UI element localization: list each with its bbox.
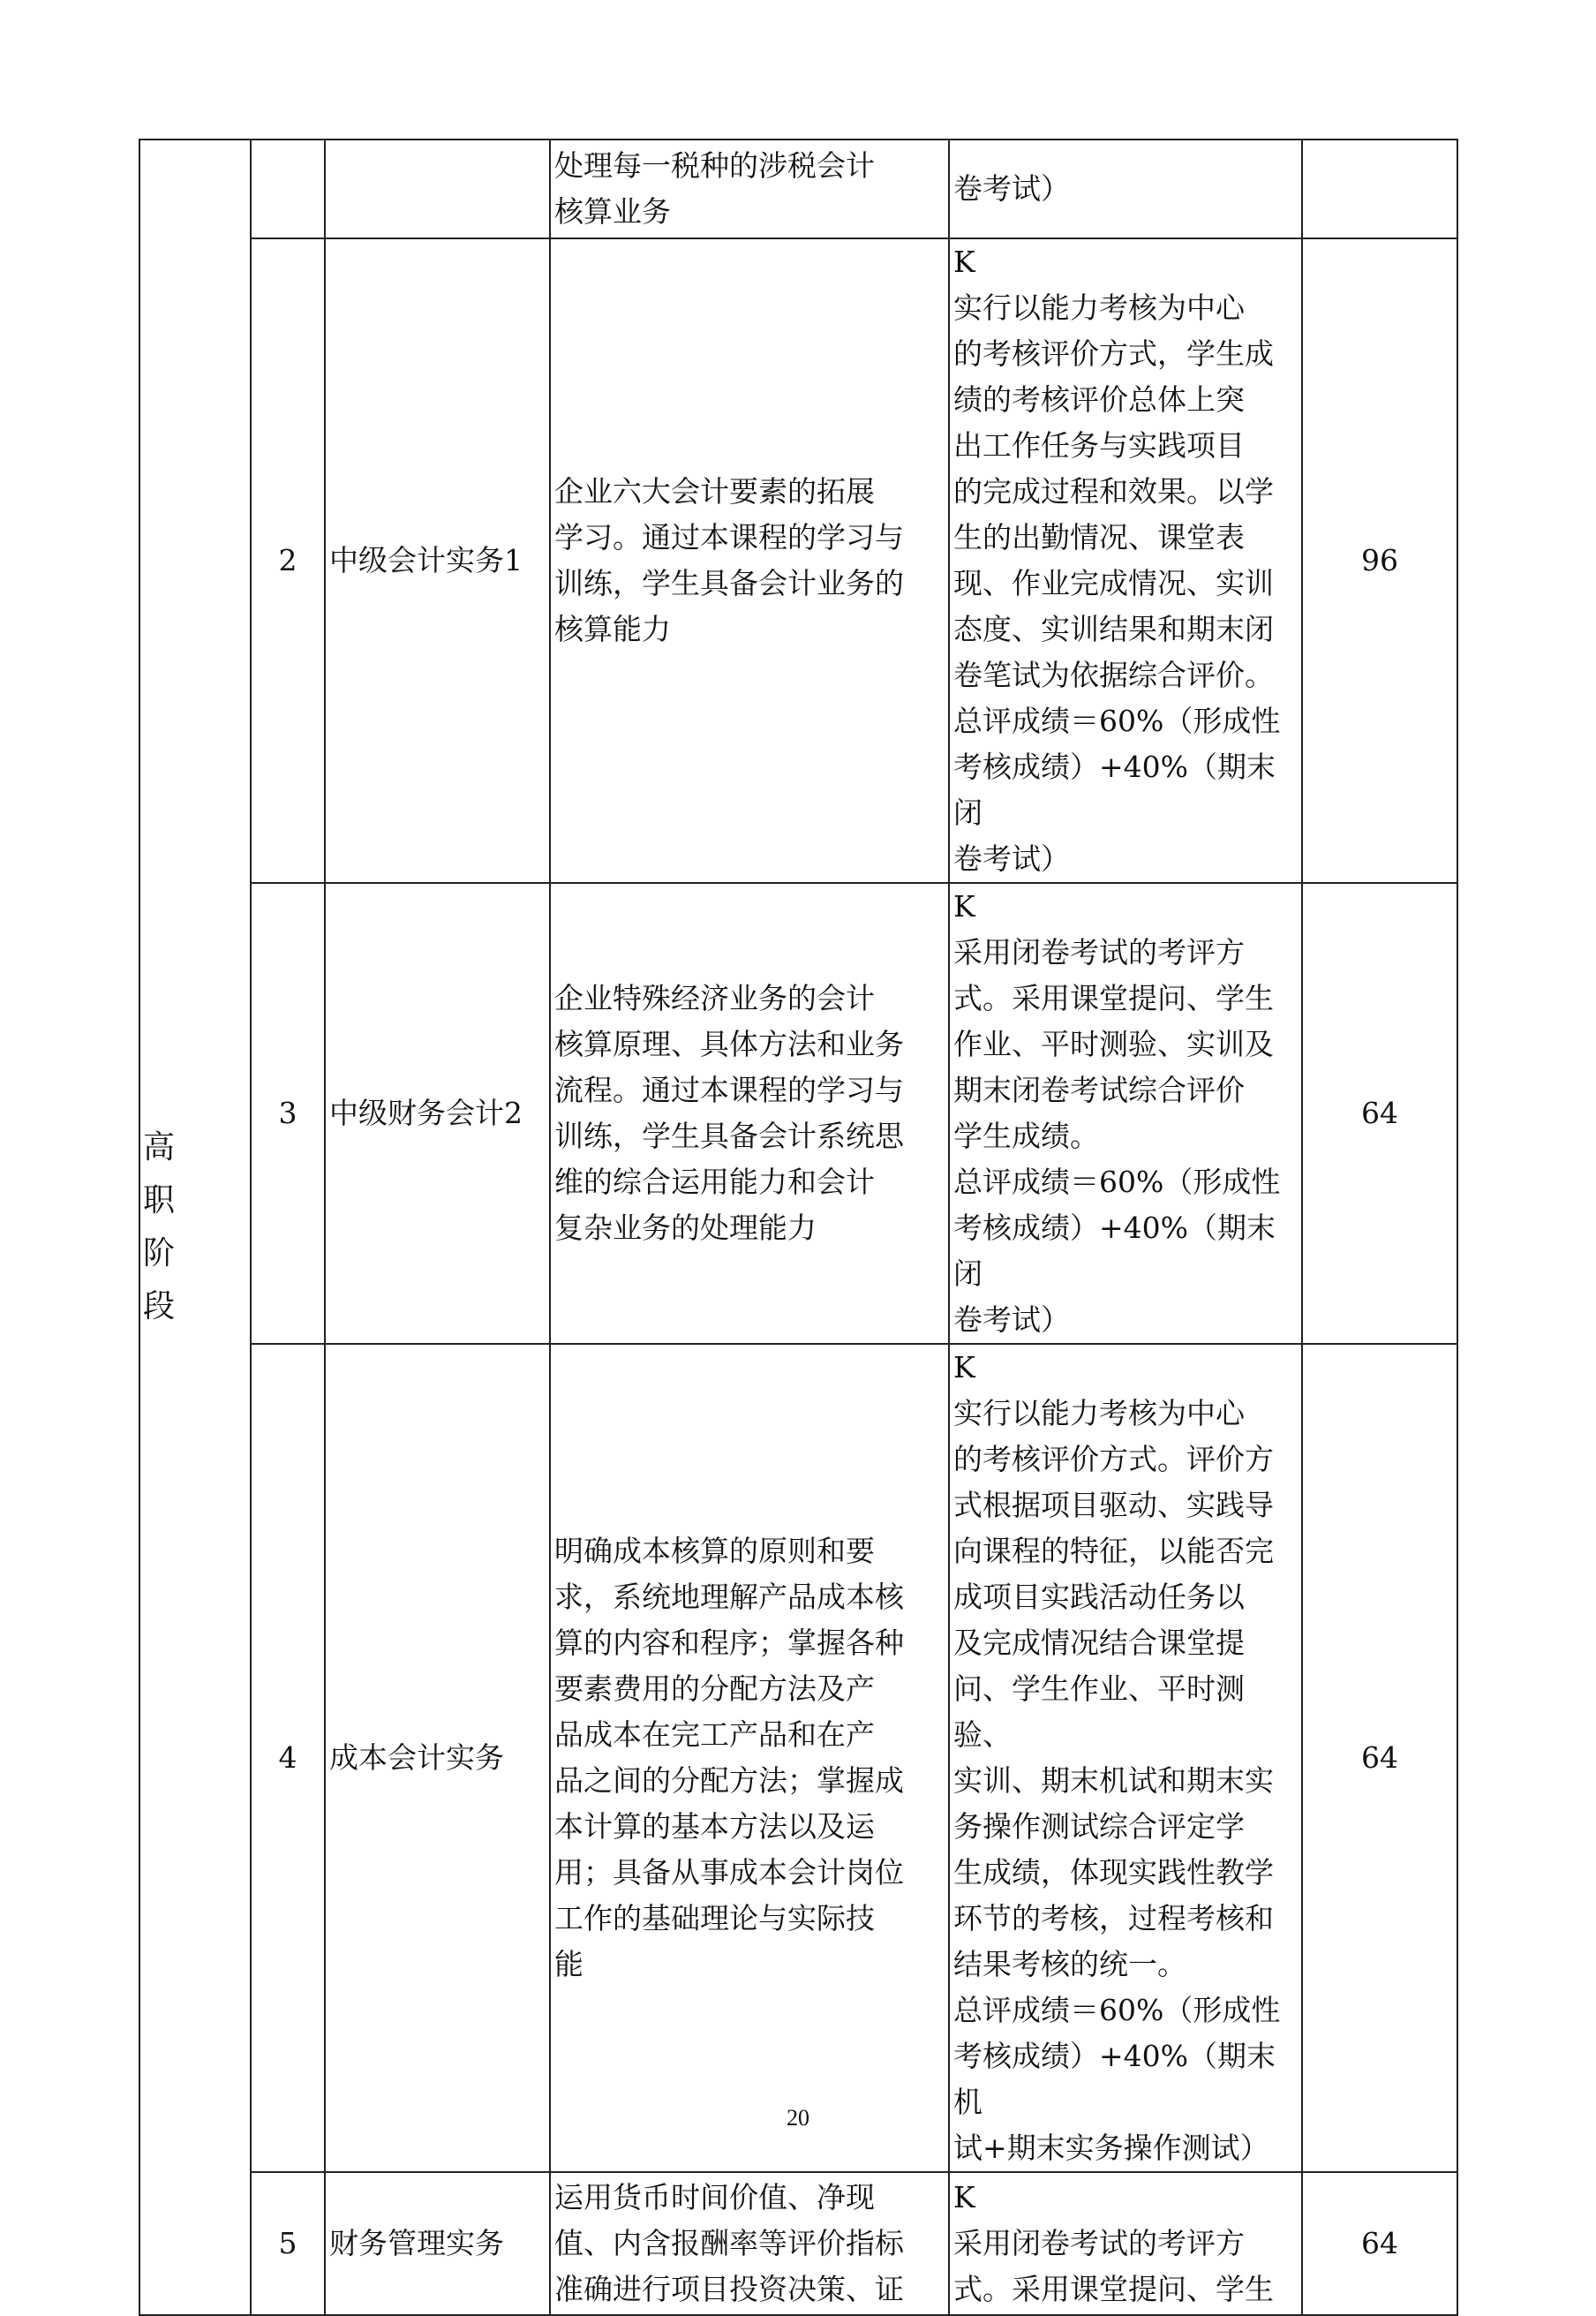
table-row <box>139 140 1457 238</box>
course-assessment-text: K 实行以能力考核为中心 的考核评价方式。评价方 式根据项目驱动、实践导 向课程的特征，以能否完 成项目实践活动任务以 及完成情况结合课堂提 问、学生作业、平时测验、 实训、期末机试和期末实 务操作测试综合评定学 生成绩，体现实践性教学 环节的考核，过程考核和 结果考核的统一。 总评成绩＝60%（形成性 考核成绩）+40%（期末机 试+期末实务操作测试） <box>953 1350 1281 2165</box>
course-content-text: 处理每一税种的涉税会计 核算业务 <box>554 148 875 229</box>
course-hours <box>1302 140 1457 238</box>
course-name: 财务管理实务 <box>325 2172 550 2315</box>
course-hours: 64 <box>1302 883 1457 1344</box>
course-assessment <box>949 2172 1302 2315</box>
course-assessment-text: 卷考试） <box>953 171 1070 206</box>
course-assessment <box>949 1344 1302 2172</box>
course-assessment-text: K 实行以能力考核为中心 的考核评价方式，学生成 绩的考核评价总体上突 出工作任务与实践项目 的完成过程和效果。以学 生的出勤情况、课堂表 现、作业完成情况、实训 态度、实训结果和期末闭 卷笔试为依据综合评价。 总评成绩＝60%（形成性 考核成绩）+40%（期末闭 卷考试） <box>953 245 1281 876</box>
course-assessment <box>949 238 1302 883</box>
course-hours: 64 <box>1302 1344 1457 2172</box>
course-content-text: 运用货币时间价值、净现 值、内含报酬率等评价指标 准确进行项目投资决策、证 <box>554 2180 904 2306</box>
course-content <box>550 238 949 883</box>
course-number: 4 <box>251 1344 325 2172</box>
course-hours: 64 <box>1302 2172 1457 2315</box>
course-content <box>550 140 949 238</box>
table-row <box>139 238 1457 883</box>
course-content <box>550 883 949 1344</box>
stage-cell <box>139 140 251 2315</box>
table-row <box>139 1344 1457 2172</box>
course-number: 3 <box>251 883 325 1344</box>
course-content <box>550 2172 949 2315</box>
course-name: 成本会计实务 <box>325 1344 550 2172</box>
stage-label: 高 职 阶 段 <box>143 1129 176 1324</box>
course-number: 2 <box>251 238 325 883</box>
page-number: 20 <box>787 2105 809 2131</box>
course-content-text: 企业特殊经济业务的会计 核算原理、具体方法和业务 流程。通过本课程的学习与 训练，学生具备会计系统思 维的综合运用能力和会计 复杂业务的处理能力 <box>554 981 904 1245</box>
course-assessment <box>949 140 1302 238</box>
course-hours: 96 <box>1302 238 1457 883</box>
course-assessment-text: K 采用闭卷考试的考评方 式。采用课堂提问、学生 <box>953 2180 1274 2306</box>
table-row <box>139 883 1457 1344</box>
course-name <box>325 140 550 238</box>
course-number: 5 <box>251 2172 325 2315</box>
course-content-text: 明确成本核算的原则和要 求，系统地理解产品成本核 算的内容和程序；掌握各种 要素费用的分配方法及产 品成本在完工产品和在产 品之间的分配方法；掌握成 本计算的基本方法以及运 用；具备从事成本会计岗位 工作的基础理论与实际技 能 <box>554 1534 904 1981</box>
course-name: 中级会计实务1 <box>325 238 550 883</box>
course-content <box>550 1344 949 2172</box>
course-name: 中级财务会计2 <box>325 883 550 1344</box>
course-assessment <box>949 883 1302 1344</box>
course-table <box>139 139 1458 2316</box>
course-content-text: 企业六大会计要素的拓展 学习。通过本课程的学习与 训练，学生具备会计业务的 核算能力 <box>554 474 904 646</box>
course-assessment-text: K 采用闭卷考试的考评方 式。采用课堂提问、学生 作业、平时测验、实训及 期末闭卷考试综合评价 学生成绩。 总评成绩＝60%（形成性 考核成绩）+40%（期末闭 卷考试） <box>953 889 1281 1337</box>
course-number <box>251 140 325 238</box>
table-row <box>139 2172 1457 2315</box>
